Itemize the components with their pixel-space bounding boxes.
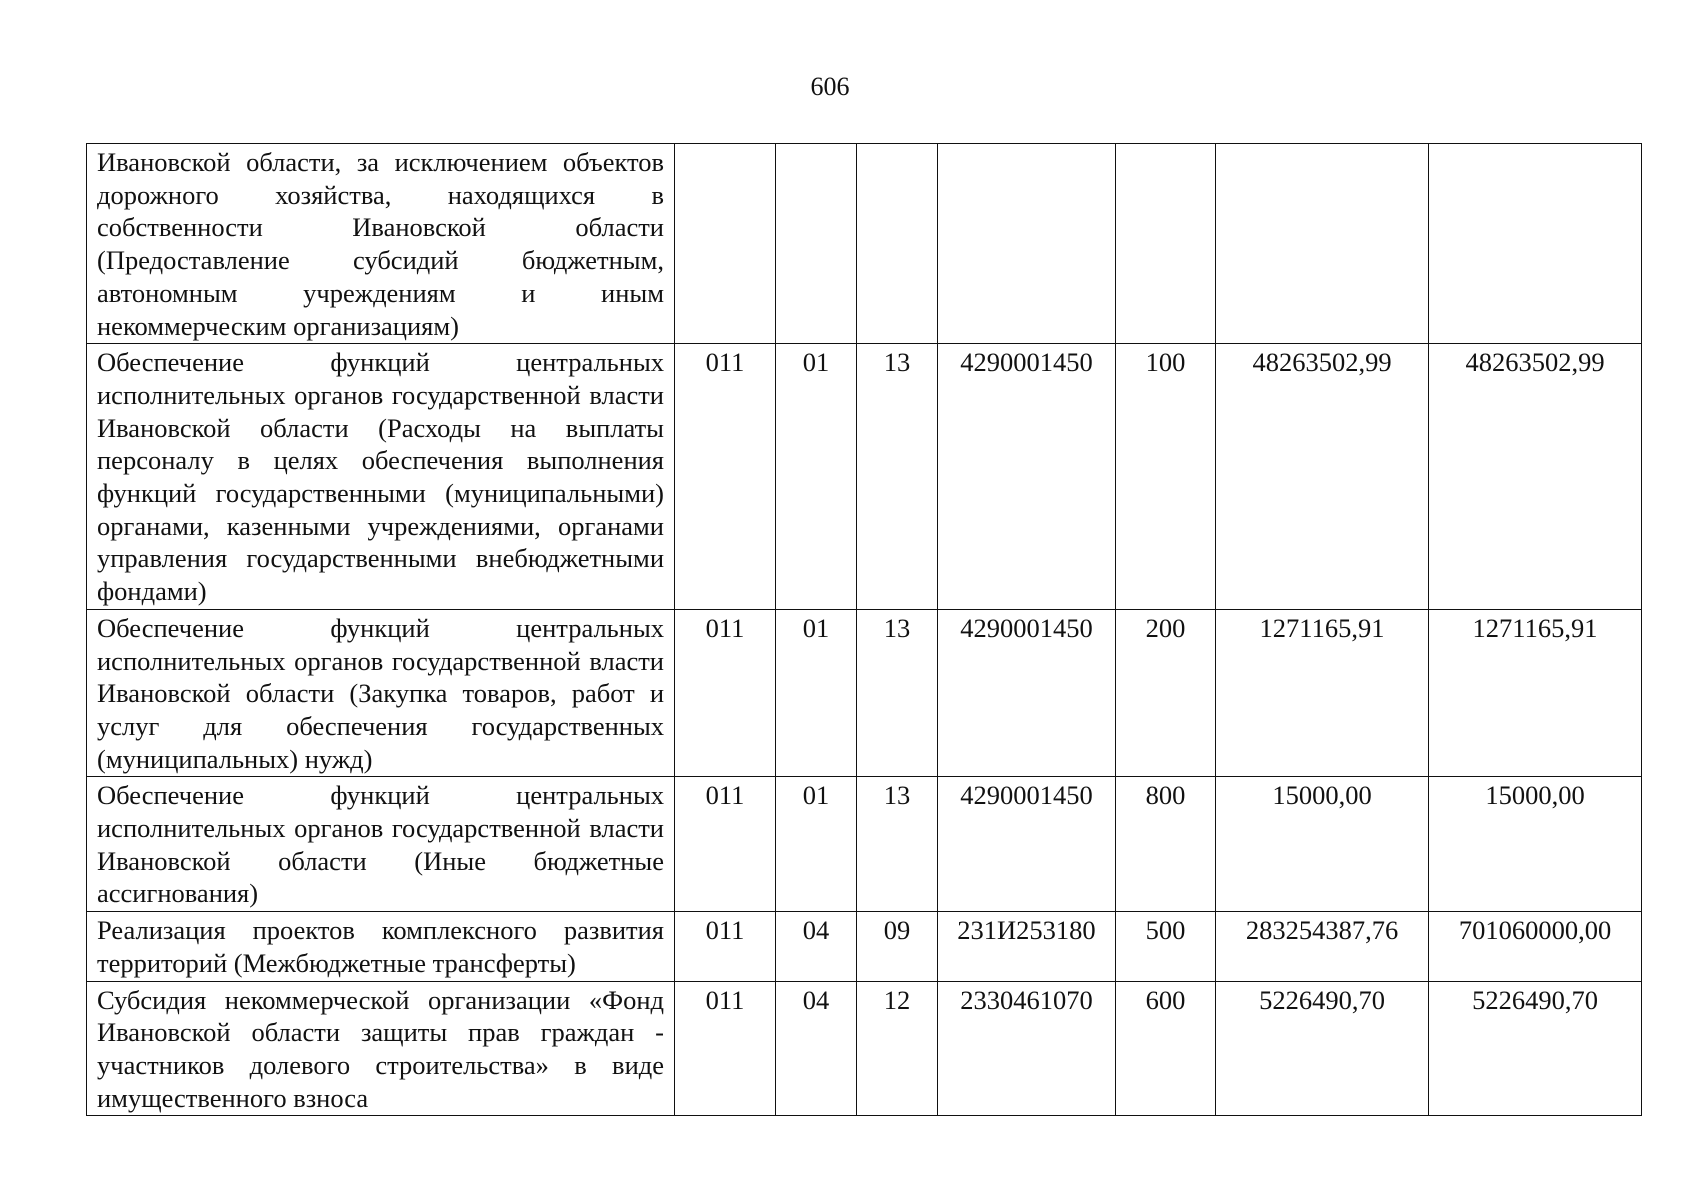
table-row: [87, 144, 1642, 344]
table-row: [87, 981, 1642, 1116]
table-row: [87, 777, 1642, 912]
target-article-code: 2330461070: [938, 981, 1116, 1116]
expense-type-code: 600: [1116, 981, 1216, 1116]
table-row: [87, 912, 1642, 981]
grbs-code: 011: [675, 981, 776, 1116]
expense-type-code: 200: [1116, 609, 1216, 777]
row-description: Ивановской области, за исключением объектов дорожного хозяйства, находящихся в собственности Ивановской области (Предоставление субсидий бюджетным, автономным учреждениям и иным некоммерческим организациям): [87, 144, 675, 344]
row-description: Реализация проектов комплексного развития территорий (Межбюджетные трансферты): [87, 912, 675, 981]
expense-type-code: 100: [1116, 344, 1216, 610]
row-description: Обеспечение функций центральных исполнительных органов государственной власти Ивановской области (Расходы на выплаты персоналу в целях обеспечения выполнения функций государственными (муниципальными) органами, казенными учреждениями, органами управления государственными внебюджетными фондами): [87, 344, 675, 610]
subsection-code: 12: [857, 981, 938, 1116]
grbs-code: 011: [675, 344, 776, 610]
section-code: 04: [776, 981, 857, 1116]
budget-table: [86, 143, 1642, 1116]
subsection-code: 13: [857, 777, 938, 912]
target-article-code: 4290001450: [938, 609, 1116, 777]
table-row: [87, 344, 1642, 610]
grbs-code: [675, 144, 776, 344]
section-code: 04: [776, 912, 857, 981]
subsection-code: 09: [857, 912, 938, 981]
page-number: 606: [810, 72, 850, 101]
table-row: [87, 609, 1642, 777]
grbs-code: 011: [675, 777, 776, 912]
sum-1: 283254387,76: [1216, 912, 1429, 981]
budget-table-body: [87, 144, 1642, 1116]
sum-1: 15000,00: [1216, 777, 1429, 912]
sum-1: 5226490,70: [1216, 981, 1429, 1116]
grbs-code: 011: [675, 609, 776, 777]
subsection-code: 13: [857, 344, 938, 610]
subsection-code: 13: [857, 609, 938, 777]
sum-1: 48263502,99: [1216, 344, 1429, 610]
target-article-code: [938, 144, 1116, 344]
section-code: 01: [776, 609, 857, 777]
sum-2: 1271165,91: [1429, 609, 1642, 777]
expense-type-code: 800: [1116, 777, 1216, 912]
target-article-code: 4290001450: [938, 344, 1116, 610]
sum-2: 701060000,00: [1429, 912, 1642, 981]
row-description: Субсидия некоммерческой организации «Фонд Ивановской области защиты прав граждан - участников долевого строительства» в виде имущественного взноса: [87, 981, 675, 1116]
sum-2: 48263502,99: [1429, 344, 1642, 610]
section-code: [776, 144, 857, 344]
section-code: 01: [776, 344, 857, 610]
expense-type-code: 500: [1116, 912, 1216, 981]
expense-type-code: [1116, 144, 1216, 344]
sum-2: 15000,00: [1429, 777, 1642, 912]
sum-1: 1271165,91: [1216, 609, 1429, 777]
target-article-code: 4290001450: [938, 777, 1116, 912]
sum-2: [1429, 144, 1642, 344]
section-code: 01: [776, 777, 857, 912]
target-article-code: 231И253180: [938, 912, 1116, 981]
row-description: Обеспечение функций центральных исполнительных органов государственной власти Ивановской области (Иные бюджетные ассигнования): [87, 777, 675, 912]
sum-1: [1216, 144, 1429, 344]
grbs-code: 011: [675, 912, 776, 981]
row-description: Обеспечение функций центральных исполнительных органов государственной власти Ивановской области (Закупка товаров, работ и услуг для обеспечения государственных (муниципальных) нужд): [87, 609, 675, 777]
sum-2: 5226490,70: [1429, 981, 1642, 1116]
subsection-code: [857, 144, 938, 344]
